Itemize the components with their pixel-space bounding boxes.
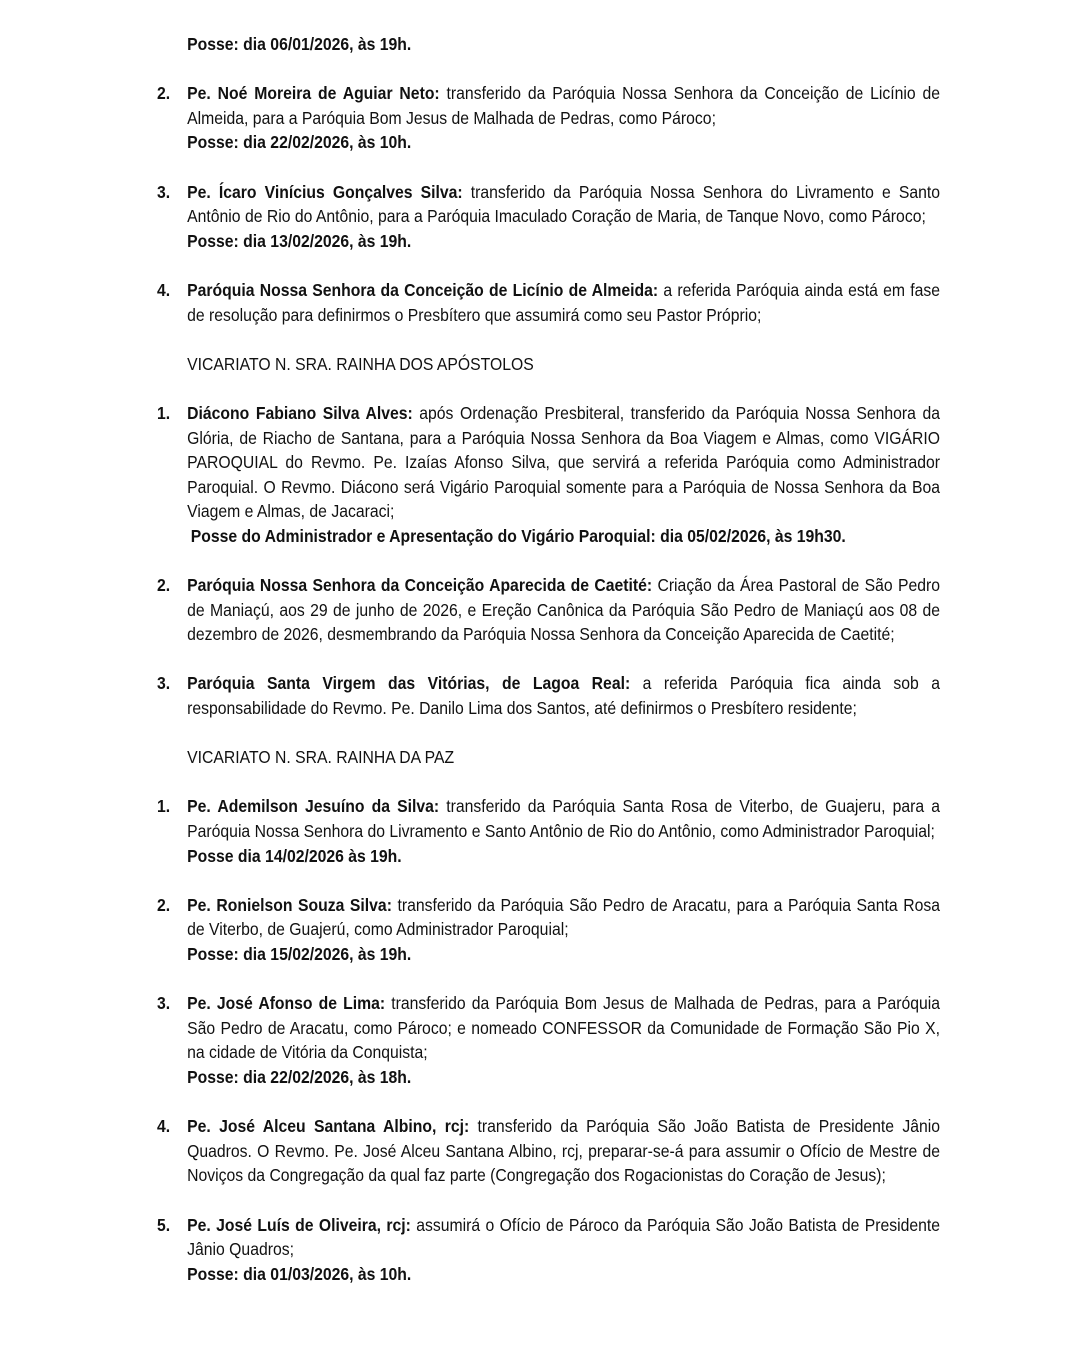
posse-line: Posse do Administrador e Apresentação do Vigário Paroquial: dia 05/02/2026, às 19h30.	[190, 525, 846, 546]
item-name: Pe. José Luís de Oliveira, rcj:	[187, 1214, 411, 1235]
item-name: Pe. Noé Moreira de Aguiar Neto:	[187, 83, 440, 104]
posse-line: Posse: dia 01/03/2026, às 10h.	[187, 1263, 412, 1284]
posse-line: Posse: dia 22/02/2026, às 10h.	[187, 132, 412, 153]
document-page	[157, 32, 940, 1286]
item-number: 1.	[157, 796, 171, 817]
list-item	[157, 401, 940, 549]
section-rainha-dos-apostolos	[157, 352, 940, 746]
item-text: transferido da Paróquia Nossa Senhora da Conceição de Licínio de Almeida, para a Paróquia Bom Jesus de Malhada de Pedras, como Pároco;	[187, 83, 940, 128]
section-heading: VICARIATO N. SRA. RAINHA DA PAZ	[187, 747, 455, 768]
item-number: 3.	[157, 181, 171, 202]
item-number: 5.	[157, 1214, 171, 1235]
item-text: assumirá o Ofício de Pároco da Paróquia São João Batista de Presidente Jânio Quadros;	[187, 1214, 940, 1260]
item-number: 3.	[157, 673, 171, 694]
item-number: 2.	[157, 894, 171, 915]
list-item	[157, 794, 940, 868]
document-body	[157, 32, 940, 1286]
posse-line: Posse: dia 13/02/2026, às 19h.	[187, 230, 412, 251]
item-text: a referida Paróquia ainda está em fase de resolução para definirmos o Presbítero que assumirá como seu Pastor Próprio;	[187, 279, 940, 325]
section-heading: VICARIATO N. SRA. RAINHA DOS APÓSTOLOS	[187, 353, 534, 374]
item-name: Pe. Ronielson Souza Silva:	[187, 894, 392, 915]
item-number: 4.	[157, 1116, 171, 1137]
item-text: a referida Paróquia fica ainda sob a responsabilidade do Revmo. Pe. Danilo Lima dos Santos, até definirmos o Presbítero residente;	[187, 673, 940, 719]
item-name: Diácono Fabiano Silva Alves:	[187, 402, 413, 423]
posse-line: Posse: dia 22/02/2026, às 18h.	[187, 1066, 412, 1087]
item-name: Pe. Ícaro Vinícius Gonçalves Silva:	[187, 181, 463, 202]
list-item	[157, 893, 940, 967]
list-item	[157, 1213, 940, 1287]
item-name: Pe. Ademilson Jesuíno da Silva:	[187, 796, 440, 817]
item-text: após Ordenação Presbiteral, transferido da Paróquia Nossa Senhora da Glória, de Riacho de Santana, para a Paróquia Nossa Senhora da Boa Viagem e Almas, como VIGÁRIO PAROQUIAL do Revmo. Pe. Izaías Afonso Silva, que servirá a referida Paróquia como Administrador Paroquial. O Revmo. Diácono será Vigário Paroquial somente para a Paróquia de Nossa Senhora da Boa Viagem e Almas, de Jacaraci;	[187, 402, 940, 522]
section-rainha-da-paz	[157, 745, 940, 1286]
item-text: transferido da Paróquia São João Batista de Presidente Jânio Quadros. O Revmo. Pe. José Alceu Santana Albino, rcj, preparar-se-á para assumir o Ofício de Mestre de Noviços da Congregação da qual faz parte (Congregação dos Rogacionistas do Coração de Jesus);	[187, 1116, 940, 1186]
intro-posse	[157, 32, 940, 57]
item-name: Pe. José Afonso de Lima:	[187, 993, 386, 1014]
section-licinio	[157, 81, 940, 352]
item-text: transferido da Paróquia Santa Rosa de Viterbo, de Guajeru, para a Paróquia Nossa Senhora do Livramento e Santo Antônio de Rio do Antônio, como Administrador Paroquial;	[187, 796, 941, 841]
list-item	[157, 671, 940, 720]
item-name: Paróquia Nossa Senhora da Conceição Aparecida de Caetité:	[187, 575, 653, 596]
item-name: Paróquia Santa Virgem das Vitórias, de Lagoa Real:	[187, 673, 631, 694]
list-item	[157, 573, 940, 647]
list-item	[157, 278, 940, 327]
item-number: 2.	[157, 83, 171, 104]
item-number: 1.	[157, 402, 171, 423]
item-number: 4.	[157, 279, 171, 300]
item-text: transferido da Paróquia Bom Jesus de Malhada de Pedras, para a Paróquia São Pedro de Aracatu, como Pároco; e nomeado CONFESSOR da Comunidade de Formação São Pio X, na cidade de Vitória da Conquista;	[187, 993, 940, 1063]
list-item	[157, 991, 940, 1089]
item-text: transferido da Paróquia São Pedro de Aracatu, para a Paróquia Santa Rosa de Viterbo, de Guajerú, como Administrador Paroquial;	[187, 894, 940, 940]
item-name: Pe. José Alceu Santana Albino, rcj:	[187, 1116, 470, 1137]
list-item	[157, 1114, 940, 1188]
list-item	[157, 81, 940, 155]
posse-line: Posse dia 14/02/2026 às 19h.	[187, 845, 402, 866]
posse-line: Posse: dia 06/01/2026, às 19h.	[187, 34, 412, 54]
item-name: Paróquia Nossa Senhora da Conceição de Licínio de Almeida:	[187, 279, 659, 300]
item-number: 2.	[157, 575, 171, 596]
list-item	[157, 180, 940, 254]
item-number: 3.	[157, 993, 171, 1014]
item-text: Criação da Área Pastoral de São Pedro de Maniaçú, aos 29 de junho de 2026, e Ereção Canônica da Paróquia São Pedro de Maniaçú aos 08 de dezembro de 2026, desmembrando da Paróquia Nossa Senhora da Conceição Aparecida de Caetité;	[187, 575, 941, 645]
posse-line: Posse: dia 15/02/2026, às 19h.	[187, 943, 412, 964]
item-text: transferido da Paróquia Nossa Senhora do Livramento e Santo Antônio de Rio do Antônio, para a Paróquia Imaculado Coração de Maria, de Tanque Novo, como Pároco;	[187, 181, 940, 227]
